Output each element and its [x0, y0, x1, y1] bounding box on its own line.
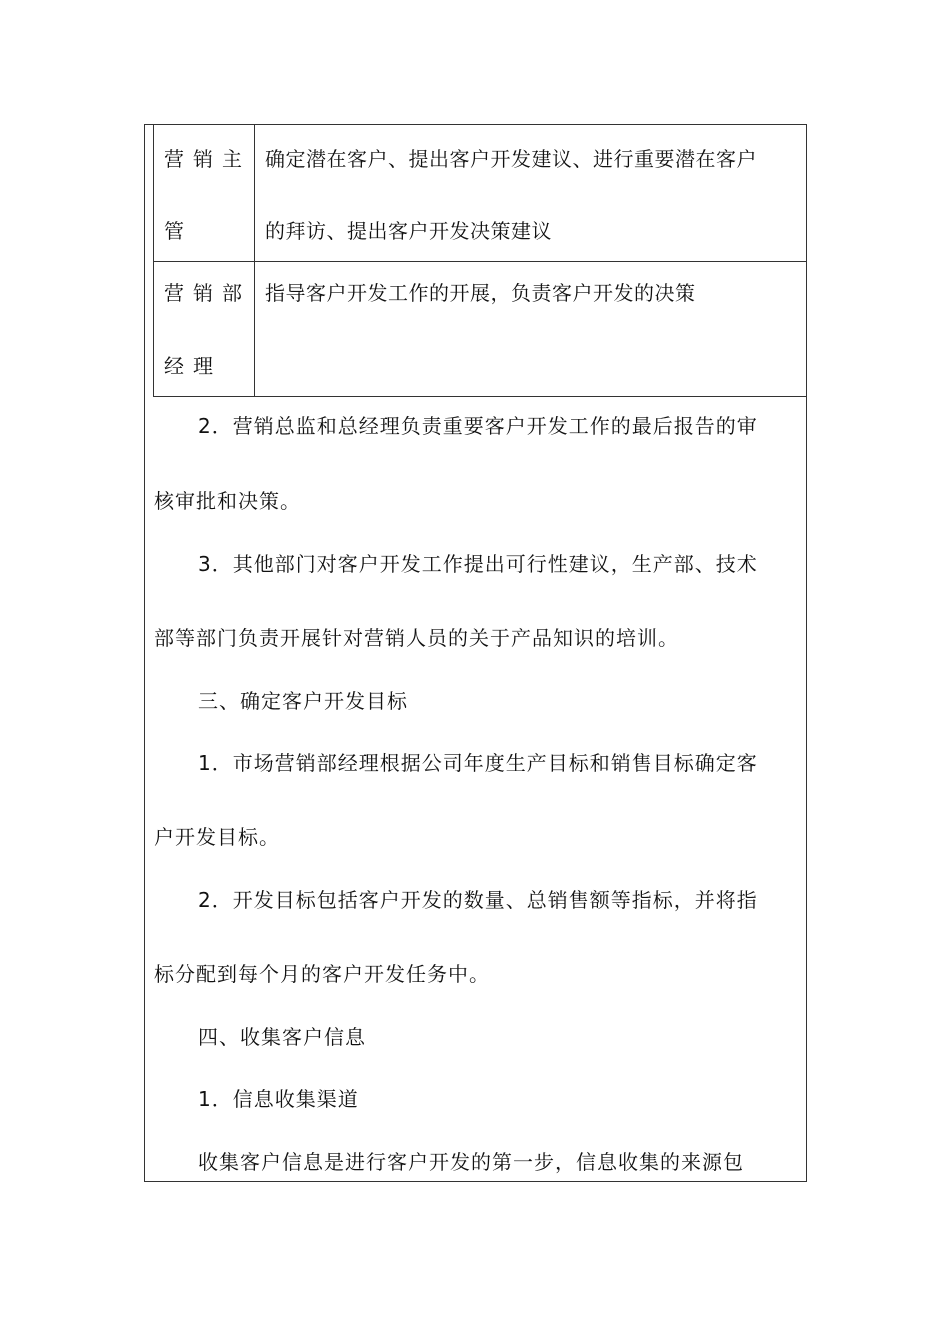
- paragraph-line: 2．营销总监和总经理负责重要客户开发工作的最后报告的审: [198, 414, 758, 438]
- table-row: [154, 125, 807, 262]
- paragraph-line: 户开发目标。: [154, 825, 280, 849]
- paragraph-line: 部等部门负责开展针对营销人员的关于产品知识的培训。: [154, 626, 679, 650]
- table-row: [154, 262, 807, 397]
- role-cell: [154, 125, 255, 262]
- section-heading: 三、确定客户开发目标: [198, 689, 408, 713]
- paragraph-line: 标分配到每个月的客户开发任务中。: [154, 962, 490, 986]
- paragraph-line: 核审批和决策。: [154, 489, 301, 513]
- role-name-line: 经理: [164, 354, 222, 378]
- role-cell: [154, 262, 255, 397]
- duty-line: 的拜访、提出客户开发决策建议: [265, 219, 552, 243]
- duty-cell: [255, 125, 807, 262]
- role-name-line: 营销主: [164, 147, 251, 171]
- paragraph-line: 1．市场营销部经理根据公司年度生产目标和销售目标确定客: [198, 751, 758, 775]
- subsection-heading: 1．信息收集渠道: [198, 1087, 359, 1111]
- role-name-line: 管: [164, 219, 193, 243]
- section-heading: 四、收集客户信息: [198, 1025, 366, 1049]
- role-name-line: 营销部: [164, 281, 251, 305]
- duty-line: 指导客户开发工作的开展，负责客户开发的决策: [265, 281, 696, 305]
- duty-cell: [255, 262, 807, 397]
- paragraph-line: 2．开发目标包括客户开发的数量、总销售额等指标，并将指: [198, 888, 758, 912]
- paragraph-line: 收集客户信息是进行客户开发的第一步，信息收集的来源包: [198, 1150, 744, 1174]
- duty-line: 确定潜在客户、提出客户开发建议、进行重要潜在客户: [265, 147, 757, 171]
- paragraph-line: 3．其他部门对客户开发工作提出可行性建议，生产部、技术: [198, 552, 758, 576]
- role-responsibility-table: [153, 124, 807, 397]
